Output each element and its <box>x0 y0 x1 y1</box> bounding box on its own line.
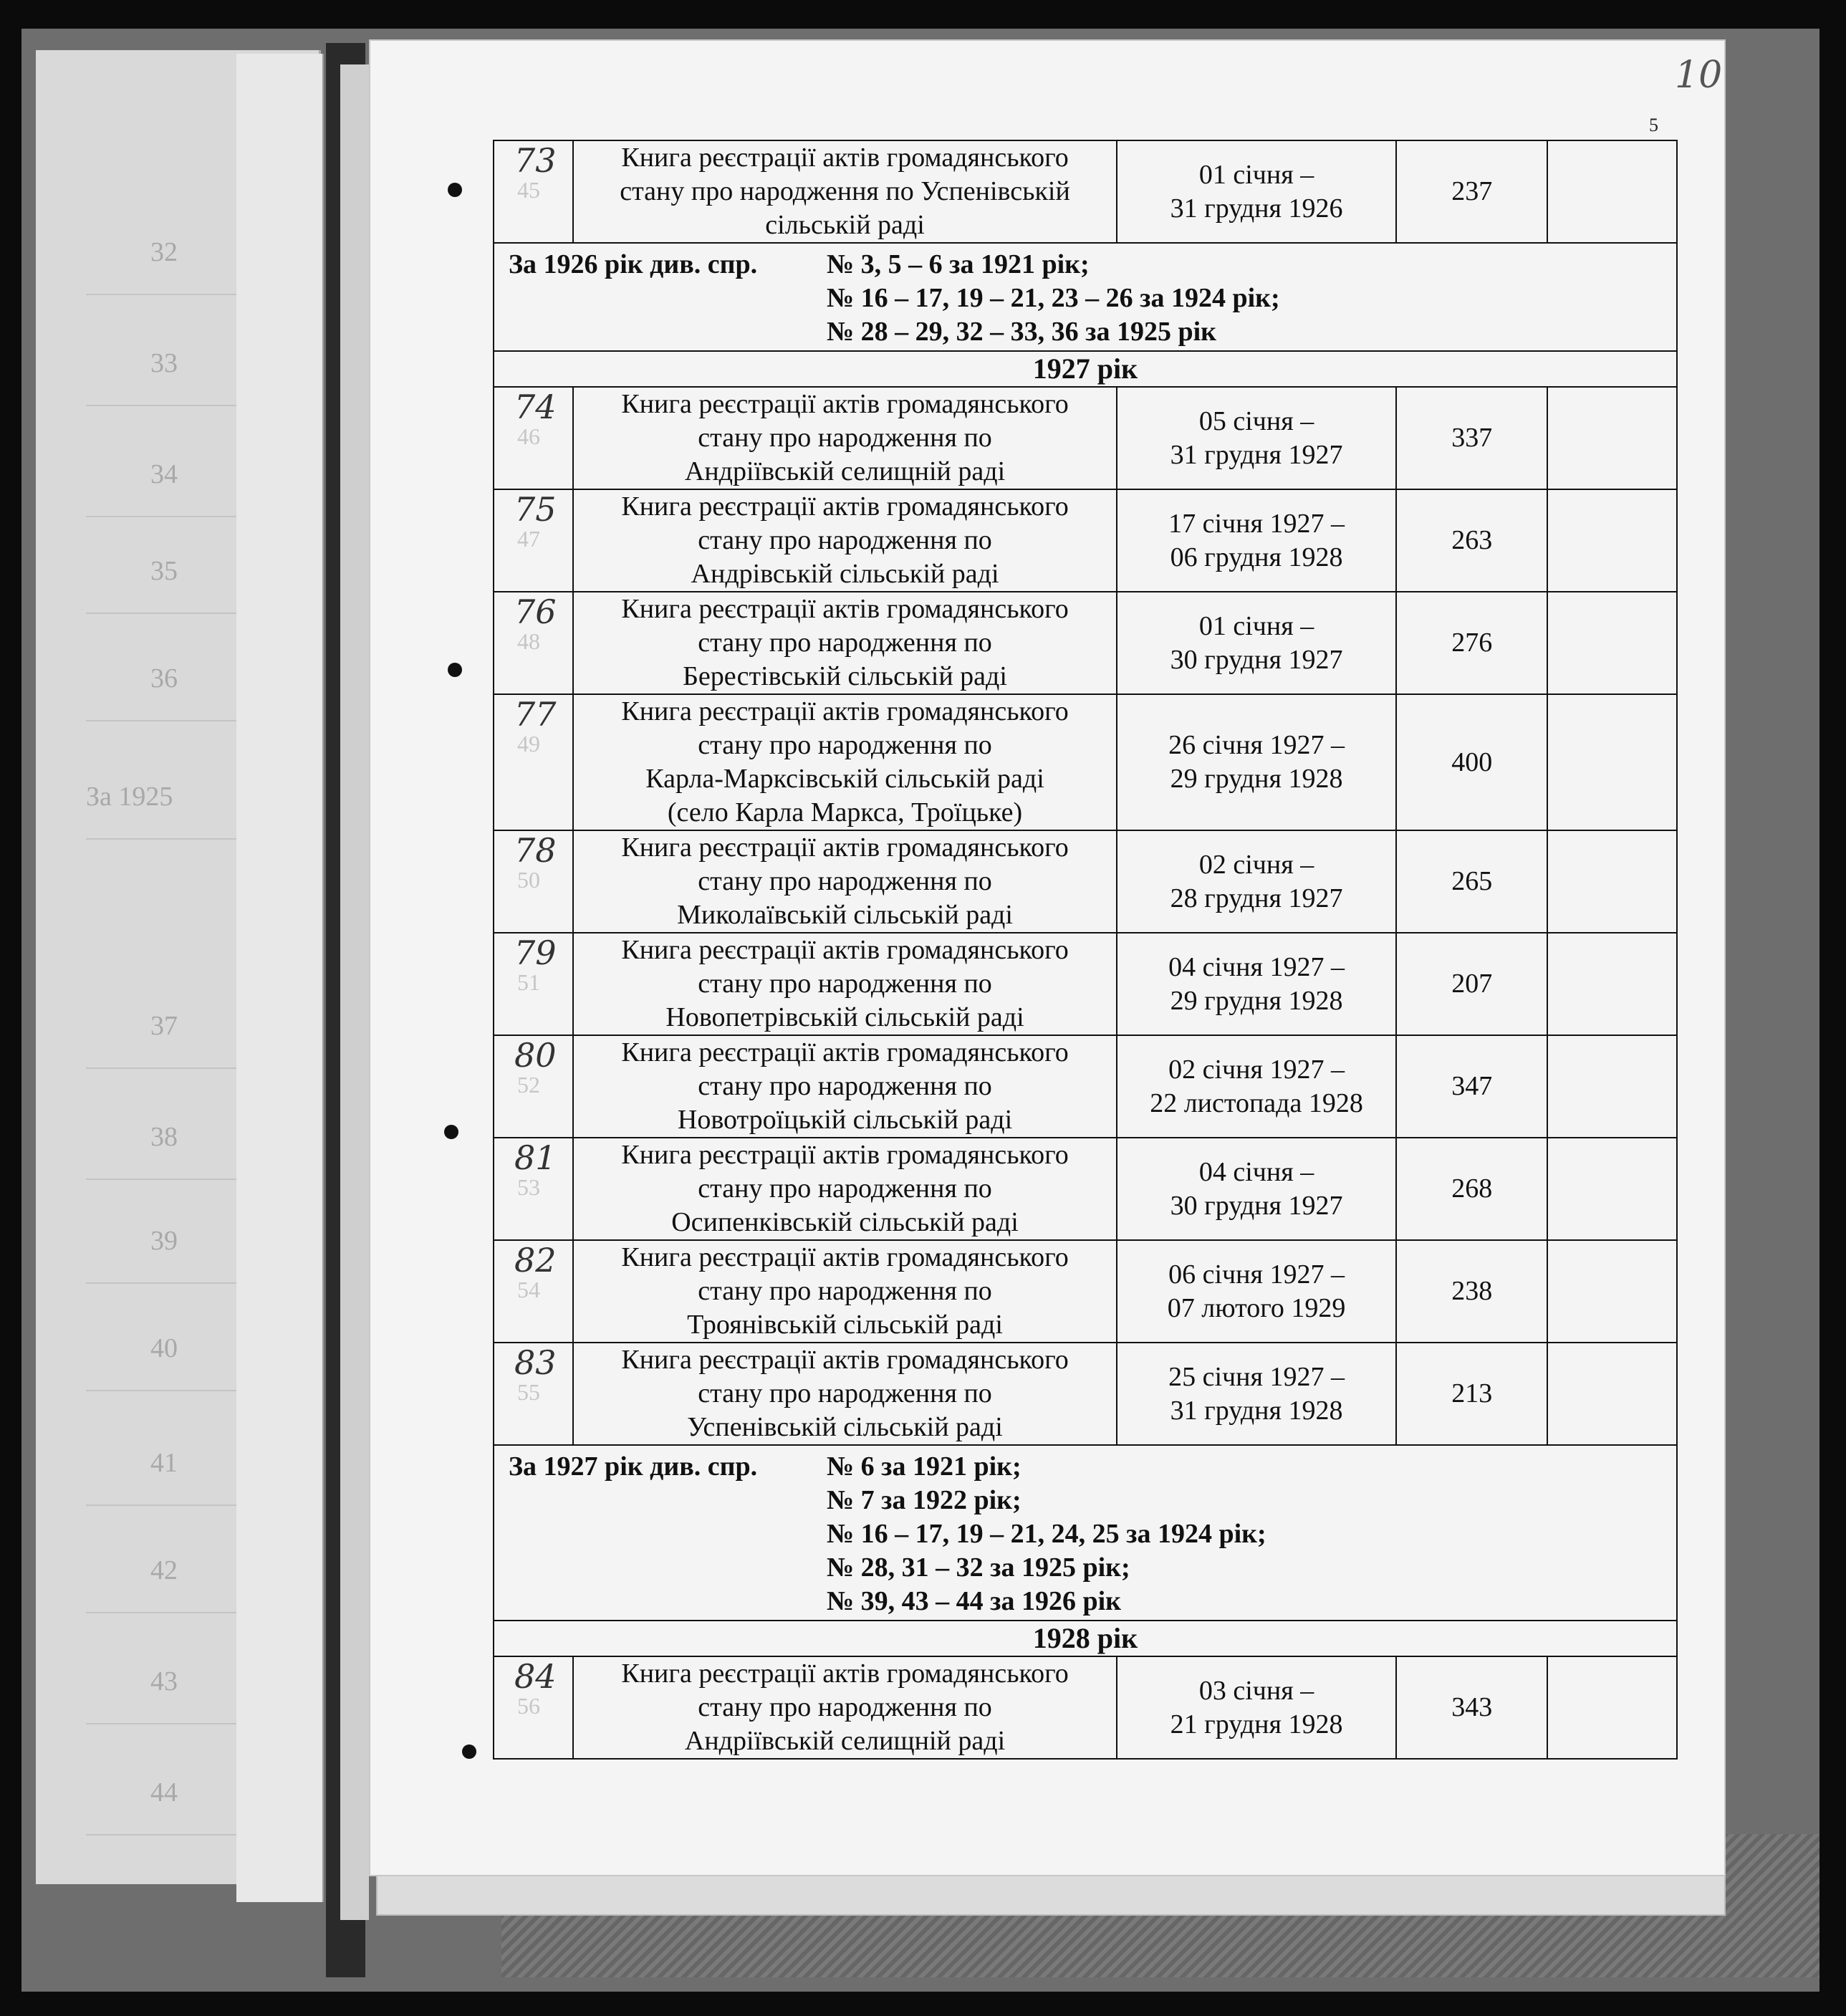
item-note-cell <box>1547 830 1677 933</box>
item-note-cell <box>1547 387 1677 489</box>
old-item-number: 51 <box>517 969 540 995</box>
item-title-line: стану про народження по <box>698 423 992 453</box>
item-note-cell <box>1547 1343 1677 1445</box>
item-title-cell <box>573 933 1117 1035</box>
table-row <box>494 1343 1677 1445</box>
item-dates-cell <box>1117 1138 1396 1240</box>
item-note-cell <box>1547 1138 1677 1240</box>
item-title-line: стану про народження по <box>698 628 992 658</box>
item-title-line: Книга реєстрації актів громадянського <box>621 1242 1069 1272</box>
left-page-ghost-number: 39 <box>150 1226 178 1256</box>
left-page-ghost-number: 33 <box>150 348 178 378</box>
year-heading: 1927 рік <box>494 351 1677 387</box>
item-dates-cell <box>1117 489 1396 592</box>
table-row <box>494 933 1677 1035</box>
table-row <box>494 1138 1677 1240</box>
item-note-cell <box>1547 1656 1677 1759</box>
year-heading-row <box>494 1621 1677 1656</box>
item-sheets-count: 347 <box>1396 1035 1547 1138</box>
item-note-cell <box>1547 592 1677 694</box>
old-item-number: 47 <box>517 526 540 552</box>
item-date-line: 31 грудня 1928 <box>1170 1395 1343 1426</box>
item-title-line: стану про народження по <box>698 1692 992 1722</box>
item-title-line: Книга реєстрації актів громадянського <box>621 935 1069 965</box>
left-page-ghost-number: 32 <box>150 237 178 267</box>
item-title-line: Книга реєстрації актів громадянського <box>621 1037 1069 1067</box>
left-page-ghost-number: 42 <box>150 1555 178 1585</box>
item-date-line: 01 січня – <box>1198 159 1314 190</box>
item-date-line: 07 лютого 1929 <box>1167 1292 1346 1323</box>
item-title-line: стану про народження по <box>698 1276 992 1306</box>
table-row <box>494 387 1677 489</box>
item-date-line: 01 січня – <box>1198 610 1314 641</box>
item-title-line: стану про народження по <box>698 1173 992 1204</box>
item-title-cell <box>573 1343 1117 1445</box>
item-sheets-count: 237 <box>1396 140 1547 243</box>
cross-reference-line: № 28 – 29, 32 – 33, 36 за 1925 рік <box>827 317 1217 347</box>
item-date-line: 02 січня – <box>1198 849 1314 880</box>
item-date-line: 28 грудня 1927 <box>1170 883 1343 913</box>
item-sheets-count: 276 <box>1396 592 1547 694</box>
cross-reference-list <box>827 248 1676 349</box>
handwritten-item-number: 83 <box>514 1343 557 1382</box>
left-page-ghost-number: 38 <box>150 1122 178 1152</box>
item-date-line: 29 грудня 1928 <box>1170 764 1343 794</box>
item-title-cell <box>573 830 1117 933</box>
item-title-line: Книга реєстрації актів громадянського <box>621 1345 1069 1375</box>
old-item-number: 46 <box>517 423 540 449</box>
item-dates-cell <box>1117 592 1396 694</box>
item-title-line: стану про народження по Успенівській <box>620 176 1070 206</box>
item-title-cell <box>573 1656 1117 1759</box>
left-page-edge <box>236 54 324 1902</box>
old-item-number: 55 <box>517 1379 540 1405</box>
item-number-cell <box>494 1240 573 1343</box>
item-note-cell <box>1547 1035 1677 1138</box>
item-sheets-count: 268 <box>1396 1138 1547 1240</box>
item-date-line: 04 січня – <box>1198 1156 1314 1187</box>
item-title-cell <box>573 140 1117 243</box>
item-title-line: Миколаївській сільській раді <box>677 900 1013 930</box>
item-number-cell <box>494 387 573 489</box>
year-heading: 1928 рік <box>494 1621 1677 1656</box>
cross-reference-list <box>827 1450 1676 1618</box>
punch-hole <box>448 663 462 677</box>
item-date-line: 17 січня 1927 – <box>1168 508 1345 539</box>
punch-hole <box>462 1744 476 1759</box>
item-title-line: Андріївській селищній раді <box>684 456 1006 486</box>
old-item-number: 52 <box>517 1072 540 1098</box>
item-title-cell <box>573 489 1117 592</box>
item-title-line: Успенівській сільській раді <box>687 1412 1003 1442</box>
cross-reference-row <box>494 1445 1677 1621</box>
old-item-number: 49 <box>517 731 540 757</box>
item-date-line: 21 грудня 1928 <box>1170 1709 1343 1739</box>
item-date-line: 05 січня – <box>1198 405 1314 436</box>
table-row <box>494 592 1677 694</box>
item-note-cell <box>1547 1240 1677 1343</box>
handwritten-item-number: 75 <box>514 490 557 529</box>
cross-reference-line: № 6 за 1921 рік; <box>827 1451 1021 1482</box>
handwritten-item-number: 74 <box>514 388 557 426</box>
table-row <box>494 489 1677 592</box>
item-dates-cell <box>1117 694 1396 830</box>
item-title-line: Книга реєстрації актів громадянського <box>621 491 1069 522</box>
cross-reference-cell <box>494 243 1677 351</box>
item-title-line: сільській раді <box>765 210 925 240</box>
item-date-line: 22 листопада 1928 <box>1150 1088 1363 1118</box>
item-title-line: стану про народження по <box>698 1071 992 1101</box>
item-title-line: Книга реєстрації актів громадянського <box>621 1659 1069 1689</box>
item-title-line: (село Карла Маркса, Троїцьке) <box>667 797 1023 827</box>
cross-reference-cell <box>494 1445 1677 1621</box>
item-sheets-count: 263 <box>1396 489 1547 592</box>
item-title-line: Андріївській селищній раді <box>684 1726 1006 1756</box>
item-title-line: Книга реєстрації актів громадянського <box>621 832 1069 863</box>
item-date-line: 25 січня 1927 – <box>1168 1361 1345 1392</box>
cross-reference-line: № 16 – 17, 19 – 21, 23 – 26 за 1924 рік; <box>827 283 1280 313</box>
item-title-line: Новопетрівській сільській раді <box>665 1002 1024 1032</box>
cross-reference-line: № 16 – 17, 19 – 21, 24, 25 за 1924 рік; <box>827 1519 1266 1549</box>
table-row <box>494 694 1677 830</box>
old-item-number: 56 <box>517 1693 540 1719</box>
item-number-cell <box>494 1343 573 1445</box>
table-row <box>494 830 1677 933</box>
item-note-cell <box>1547 489 1677 592</box>
item-number-cell <box>494 1035 573 1138</box>
item-dates-cell <box>1117 933 1396 1035</box>
spine-sheet <box>340 64 369 1920</box>
item-sheets-count: 343 <box>1396 1656 1547 1759</box>
handwritten-item-number: 82 <box>514 1241 557 1280</box>
handwritten-item-number: 78 <box>514 831 557 870</box>
item-title-line: стану про народження по <box>698 730 992 760</box>
punch-hole <box>448 183 462 197</box>
item-number-cell <box>494 694 573 830</box>
item-sheets-count: 400 <box>1396 694 1547 830</box>
old-item-number: 54 <box>517 1277 540 1302</box>
item-sheets-count: 265 <box>1396 830 1547 933</box>
item-title-line: Карла-Марксівській сільській раді <box>645 764 1044 794</box>
item-title-line: Берестівській сільській раді <box>683 661 1007 691</box>
handwritten-item-number: 84 <box>514 1657 557 1696</box>
item-title-line: Троянівській сільській раді <box>687 1310 1003 1340</box>
item-date-line: 02 січня 1927 – <box>1168 1054 1345 1085</box>
handwritten-item-number: 76 <box>514 592 557 631</box>
left-page-ghost-number: 40 <box>150 1333 178 1363</box>
item-number-cell <box>494 830 573 933</box>
item-date-line: 31 грудня 1926 <box>1170 193 1343 224</box>
item-number-cell <box>494 1138 573 1240</box>
table-row <box>494 1656 1677 1759</box>
item-sheets-count: 207 <box>1396 933 1547 1035</box>
left-page-ghost-number: 34 <box>150 459 178 489</box>
item-title-line: стану про народження по <box>698 866 992 896</box>
item-note-cell <box>1547 933 1677 1035</box>
old-item-number: 50 <box>517 867 540 893</box>
item-dates-cell <box>1117 387 1396 489</box>
item-title-line: Книга реєстрації актів громадянського <box>621 143 1069 173</box>
item-date-line: 30 грудня 1927 <box>1170 1190 1343 1221</box>
item-title-line: Андрівській сільській раді <box>691 559 999 589</box>
old-item-number: 53 <box>517 1174 540 1200</box>
handwritten-item-number: 73 <box>514 141 557 180</box>
cross-reference-line: № 39, 43 – 44 за 1926 рік <box>827 1586 1122 1616</box>
table-row <box>494 140 1677 243</box>
cross-reference-line: № 28, 31 – 32 за 1925 рік; <box>827 1552 1130 1583</box>
item-note-cell <box>1547 694 1677 830</box>
cross-reference-label: За 1926 рік див. спр. <box>509 249 758 279</box>
item-date-line: 04 січня 1927 – <box>1168 951 1345 982</box>
item-date-line: 30 грудня 1927 <box>1170 644 1343 675</box>
left-page-ghost-number: 43 <box>150 1666 178 1696</box>
left-page-ghost-number: За 1925 <box>86 782 173 812</box>
item-number-cell <box>494 1656 573 1759</box>
inventory-table <box>493 140 1678 1760</box>
item-sheets-count: 337 <box>1396 387 1547 489</box>
left-page-ghost-number: 36 <box>150 663 178 693</box>
item-title-cell <box>573 387 1117 489</box>
item-title-line: Книга реєстрації актів громадянського <box>621 389 1069 419</box>
item-title-line: Книга реєстрації актів громадянського <box>621 594 1069 624</box>
item-dates-cell <box>1117 1343 1396 1445</box>
left-page-ghost-number: 37 <box>150 1011 178 1041</box>
year-heading-row <box>494 351 1677 387</box>
left-page-ghost-number: 41 <box>150 1448 178 1478</box>
handwritten-item-number: 80 <box>514 1036 557 1075</box>
table-row <box>494 1240 1677 1343</box>
table-row <box>494 1035 1677 1138</box>
item-number-cell <box>494 592 573 694</box>
old-item-number: 45 <box>517 177 540 203</box>
page-number: 5 <box>1649 115 1658 135</box>
item-title-line: Книга реєстрації актів громадянського <box>621 1140 1069 1170</box>
item-title-line: стану про народження по <box>698 969 992 999</box>
item-number-cell <box>494 140 573 243</box>
item-date-line: 06 грудня 1928 <box>1170 542 1343 572</box>
item-title-cell <box>573 1138 1117 1240</box>
item-title-line: стану про народження по <box>698 525 992 555</box>
item-date-line: 26 січня 1927 – <box>1168 730 1345 760</box>
item-date-line: 31 грудня 1927 <box>1170 439 1343 470</box>
item-dates-cell <box>1117 830 1396 933</box>
item-number-cell <box>494 933 573 1035</box>
item-sheets-count: 238 <box>1396 1240 1547 1343</box>
item-date-line: 03 січня – <box>1198 1675 1314 1706</box>
item-title-cell <box>573 1240 1117 1343</box>
handwritten-item-number: 77 <box>514 695 557 734</box>
item-date-line: 29 грудня 1928 <box>1170 985 1343 1016</box>
cross-reference-line: № 3, 5 – 6 за 1921 рік; <box>827 249 1090 279</box>
item-sheets-count: 213 <box>1396 1343 1547 1445</box>
old-item-number: 48 <box>517 628 540 654</box>
item-number-cell <box>494 489 573 592</box>
item-dates-cell <box>1117 1035 1396 1138</box>
item-title-cell <box>573 592 1117 694</box>
item-date-line: 06 січня 1927 – <box>1168 1259 1345 1290</box>
item-dates-cell <box>1117 1240 1396 1343</box>
punch-hole <box>444 1125 458 1139</box>
left-page-ghost-number: 44 <box>150 1777 178 1808</box>
item-title-line: Осипенківській сільській раді <box>671 1207 1019 1237</box>
item-title-line: Новотроїцькій сільській раді <box>677 1105 1013 1135</box>
cross-reference-label: За 1927 рік див. спр. <box>509 1451 758 1482</box>
cross-reference-line: № 7 за 1922 рік; <box>827 1485 1021 1515</box>
handwritten-page-mark: 10 <box>1675 54 1723 97</box>
left-page-ghost-number: 35 <box>150 556 178 586</box>
item-dates-cell <box>1117 1656 1396 1759</box>
item-note-cell <box>1547 140 1677 243</box>
item-title-line: стану про народження по <box>698 1378 992 1408</box>
item-title-cell <box>573 1035 1117 1138</box>
handwritten-item-number: 79 <box>514 933 557 972</box>
item-title-line: Книга реєстрації актів громадянського <box>621 696 1069 726</box>
item-title-cell <box>573 694 1117 830</box>
cross-reference-row <box>494 243 1677 351</box>
item-dates-cell <box>1117 140 1396 243</box>
handwritten-item-number: 81 <box>514 1138 557 1177</box>
